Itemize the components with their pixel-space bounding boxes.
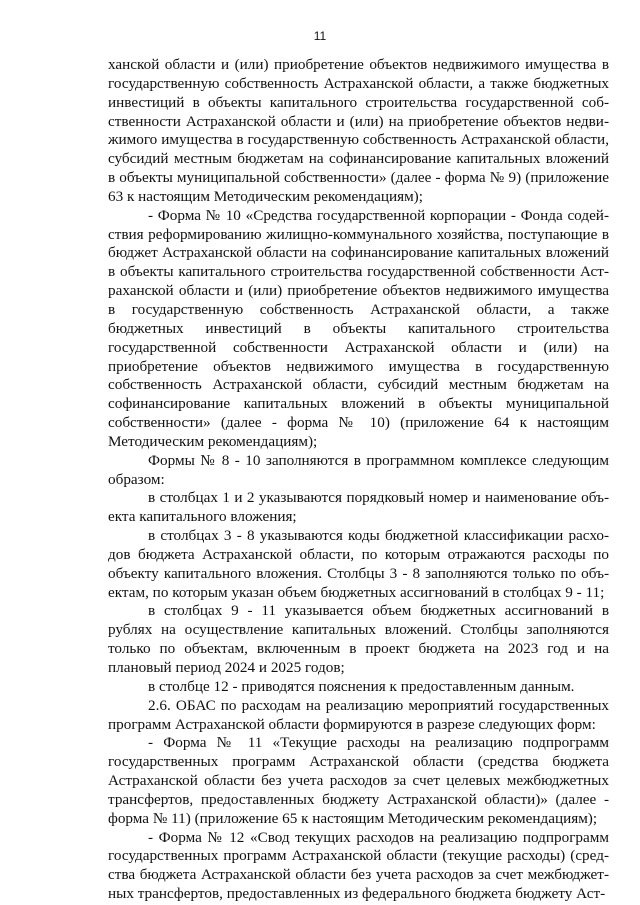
paragraph-column-12: в столбце 12 - приводятся пояснения к предоставленным данным.	[148, 677, 575, 695]
paragraph-form-10: - Форма № 10 «Средства государственной корпорации - Фонда содействия реформированию жилищно-коммунального хозяйства, поступающие в бюджет Астраханской области на софинансирование капитальных вложений в объекты капитального строительства государственной собственности Астраханской области и (или) приобретение объектов недвижимого имущества в государственную собственность Астраханской области, а также бюджетных инвестиций в объекты капитального строительства государственной собственности Астраханской области и (или) на приобретение объектов недвижимого имущества в государственную собственность Астраханской области, субсидий местным бюджетам на софинансирование капитальных вложений в объекты муниципальной собственности» (далее - форма № 10) (приложение 64 к настоящим Методическим рекомендациям);	[108, 206, 609, 450]
paragraph-form-9-continuation: ханской области и (или) приобретение объектов недвижимого имущества в государственную собственность Астраханской области, а также бюджетных инвестиций в объекты капитального строительства государственной собственности Астраханской области и (или) на приобретение объектов недвижимого имущества в государственную собственность Астраханской области, субсидий местным бюджетам на софинансирование капитальных вложений в объекты муниципальной собственности» (далее - форма № 9) (приложение 63 к настоящим Методическим рекомендациям);	[108, 56, 609, 205]
document-body	[108, 56, 609, 904]
paragraph-columns-3-8: в столбцах 3 - 8 указываются коды бюджетной классификации расходов бюджета Астраханской области, по которым отражаются расходы по объекту капитального вложения. Столбцы 3 - 8 заполняются только по объектам, по которым указан объем бюджетных ассигнований в столбцах 9 - 11;	[108, 527, 609, 601]
paragraph-columns-1-2: в столбцах 1 и 2 указываются порядковый номер и наименование объекта капитального вложения;	[108, 489, 609, 526]
paragraph-section-2-6: 2.6. ОБАС по расходам на реализацию мероприятий государственных программ Астраханской области формируются в разрезе следующих форм:	[108, 696, 609, 733]
paragraph-columns-9-11: в столбцах 9 - 11 указывается объем бюджетных ассигнований в рублях на осуществление капитальных вложений. Столбцы заполняются только по объектам, включенным в проект бюджета на 2023 год и на плановый период 2024 и 2025 годов;	[108, 602, 609, 676]
paragraph-forms-8-10-intro: Формы № 8 - 10 заполняются в программном комплексе следующим образом:	[108, 451, 609, 488]
page-number: 11	[313, 29, 327, 43]
paragraph-form-12: - Форма № 12 «Свод текущих расходов на реализацию подпрограмм государственных программ Астраханской области (текущие расходы) (средства бюджета Астраханской области без учета расходов за счет межбюджетных трансфертов, предоставленных из федерального бюджета бюджету Аст-	[108, 828, 609, 903]
paragraph-form-11: - Форма № 11 «Текущие расходы на реализацию подпрограмм государственных программ Астраханской области (средства бюджета Астраханской области без учета расходов за счет целевых межбюджетных трансфертов, предоставленных бюджету Астраханской области)» (далее - форма № 11) (приложение 65 к настоящим Методическим рекомендациям);	[108, 734, 609, 827]
